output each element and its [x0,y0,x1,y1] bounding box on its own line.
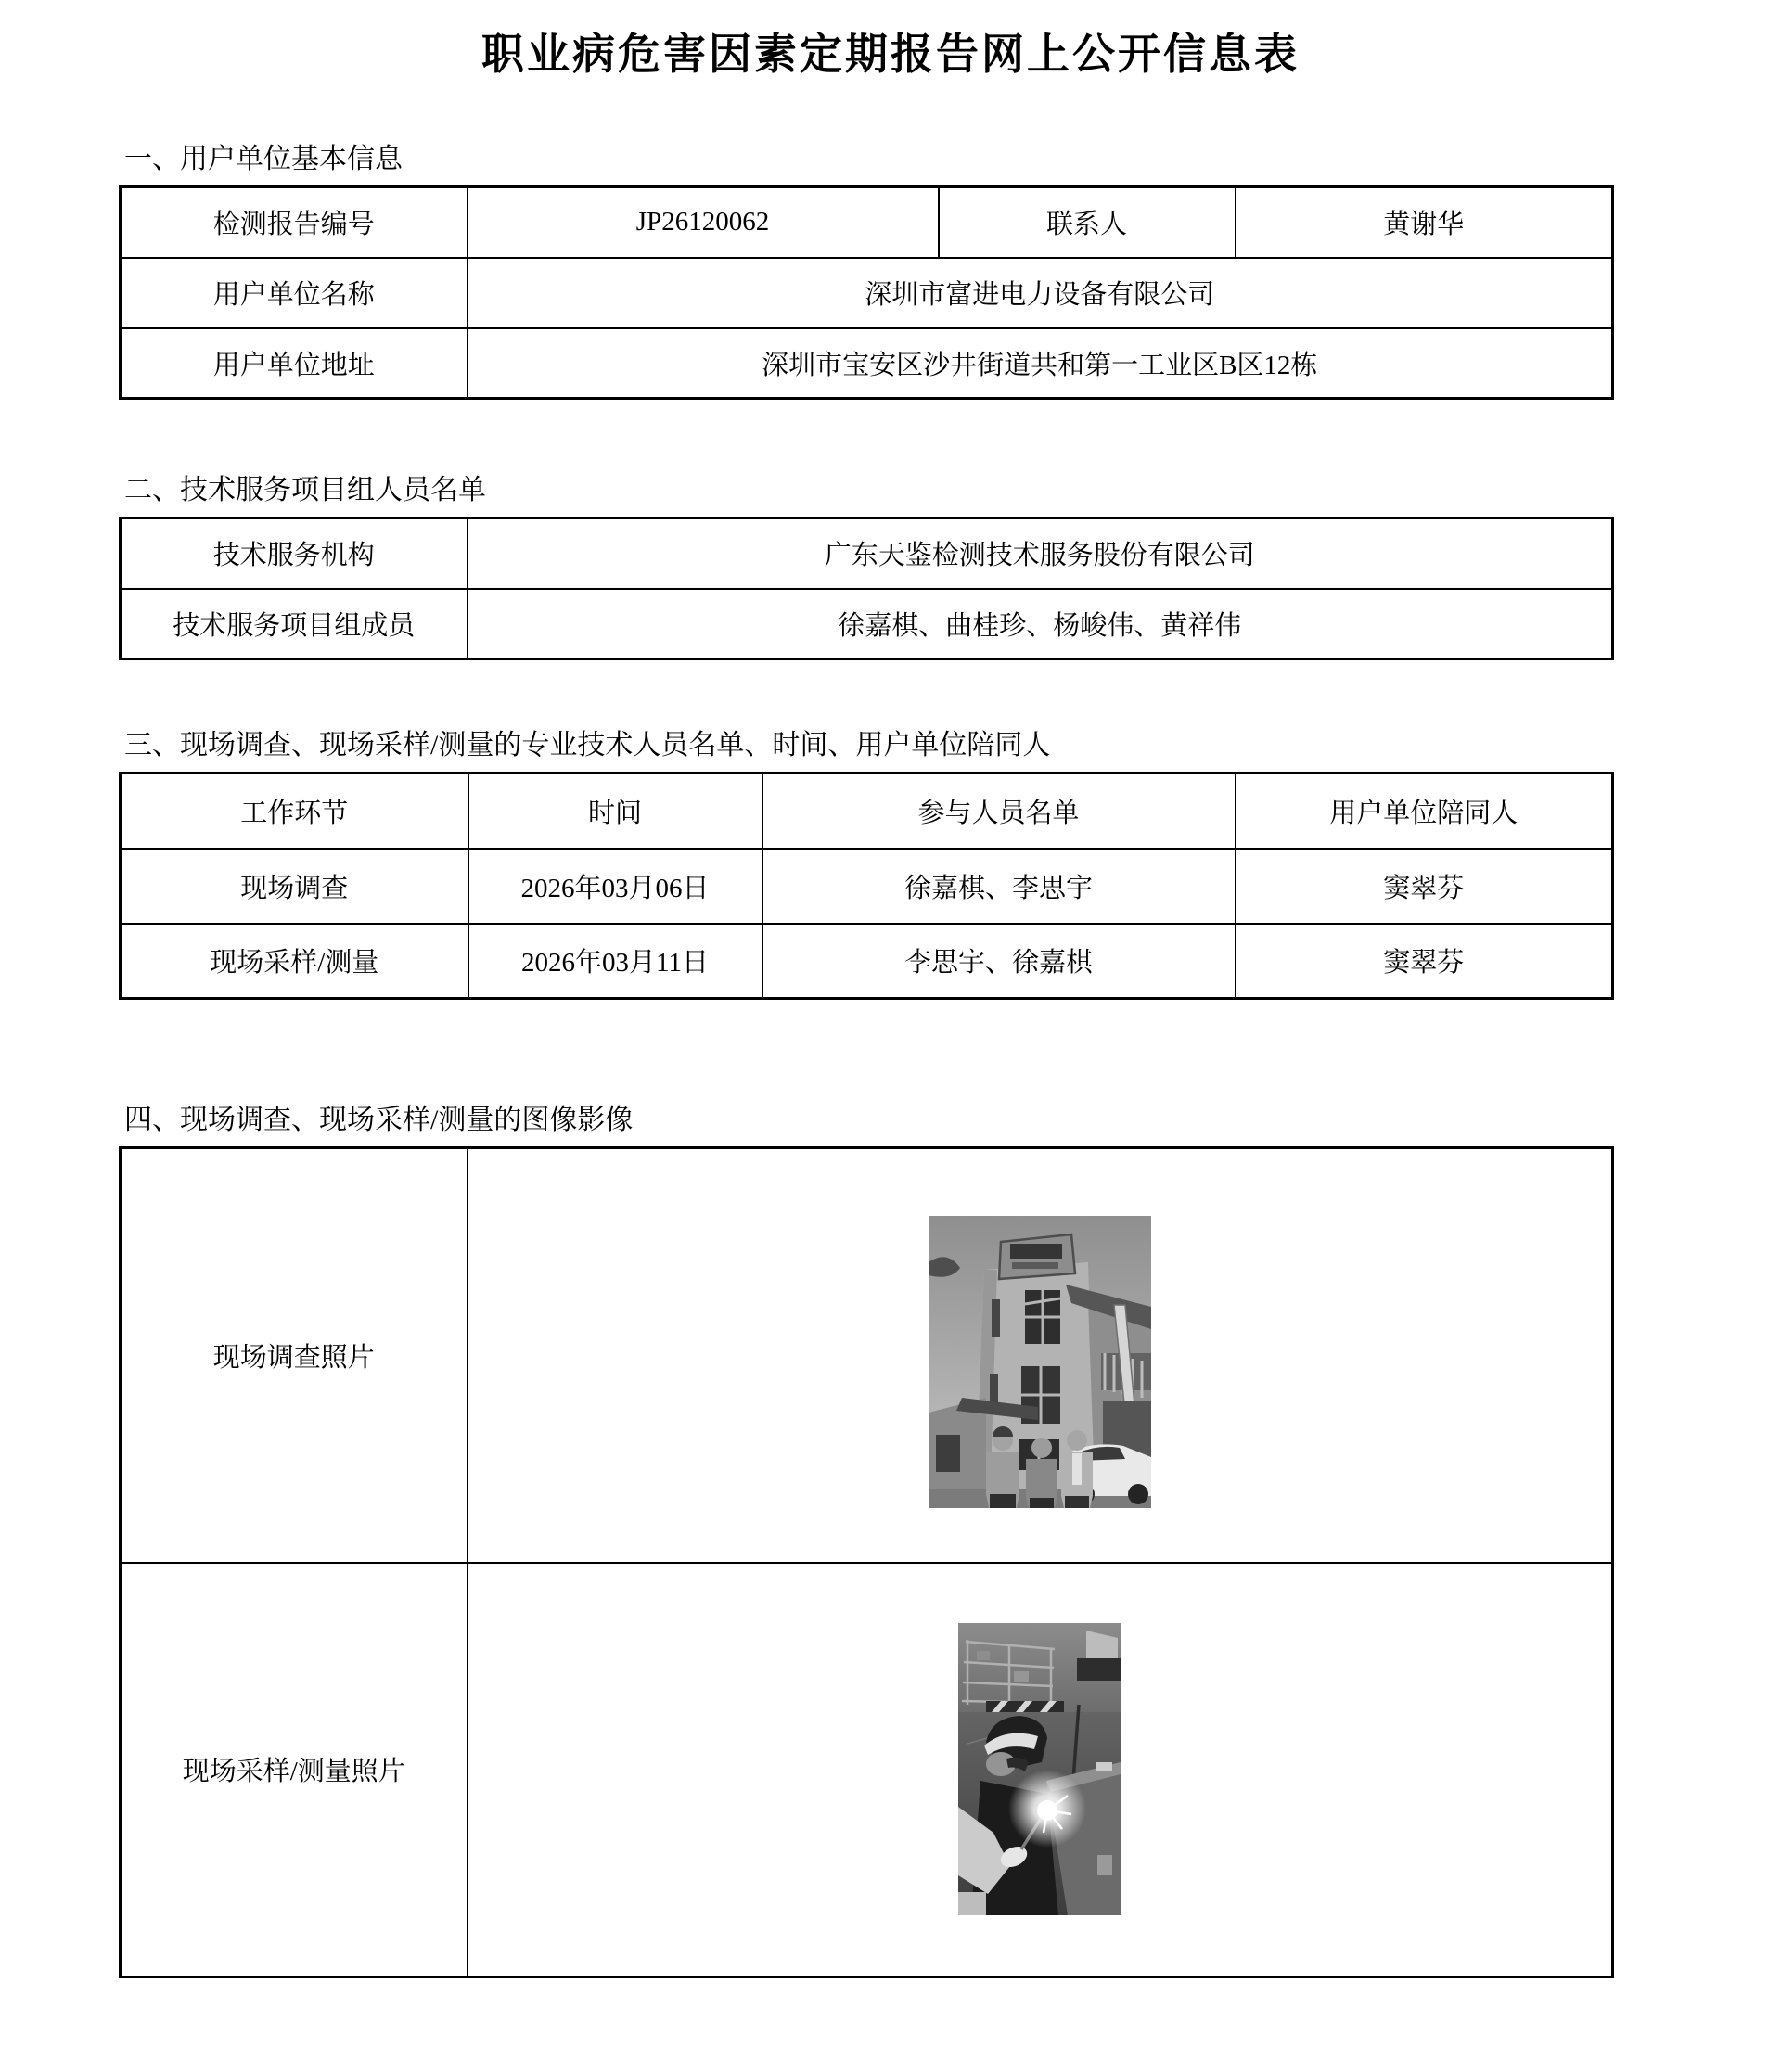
sampling-photo-cell [468,1563,1613,1977]
escort-value: 窦翠芬 [1236,849,1613,924]
col-header-escort: 用户单位陪同人 [1236,774,1613,849]
participants-value: 李思宇、徐嘉棋 [762,924,1236,999]
escort-value: 窦翠芬 [1236,924,1613,999]
sampling-photo-wrap [474,1623,1607,1915]
section2-heading: 二、技术服务项目组人员名单 [124,475,486,505]
step-value: 现场采样/测量 [121,924,468,999]
contact-label: 联系人 [939,187,1236,258]
page-title: 职业病危害因素定期报告网上公开信息表 [481,31,1300,78]
table-row [121,187,1613,258]
section3-heading: 三、现场调查、现场采样/测量的专业技术人员名单、时间、用户单位陪同人 [124,730,1051,761]
field-work-table [119,772,1614,1000]
table-row [121,1563,1613,1977]
section-service-team [119,474,1611,660]
col-header-step: 工作环节 [121,774,468,849]
table-row [121,924,1613,999]
table-row [121,518,1613,589]
survey-photo-label: 现场调查照片 [121,1148,468,1563]
table-row [121,258,1613,328]
site-survey-photo [929,1216,1151,1508]
agency-value: 广东天鉴检测技术服务股份有限公司 [468,518,1613,589]
unit-addr-value: 深圳市宝安区沙井街道共和第一工业区B区12栋 [468,328,1613,399]
date-value: 2026年03月06日 [468,849,762,924]
survey-photo-cell [468,1148,1613,1563]
col-header-participants: 参与人员名单 [762,774,1236,849]
report-no-value: JP26120062 [468,187,939,258]
participants-value: 徐嘉棋、李思宇 [762,849,1236,924]
section4-heading: 四、现场调查、现场采样/测量的图像影像 [124,1105,634,1135]
section-basic-info [119,143,1611,400]
photos-table [119,1146,1614,1978]
agency-label: 技术服务机构 [121,518,468,589]
col-header-date: 时间 [468,774,762,849]
members-value: 徐嘉棋、曲桂珍、杨峻伟、黄祥伟 [468,589,1613,659]
section1-heading: 一、用户单位基本信息 [124,144,403,174]
document-content [119,143,1611,1978]
table-row [121,849,1613,924]
survey-photo-wrap [474,1203,1607,1508]
service-team-table [119,517,1614,660]
unit-addr-label: 用户单位地址 [121,328,468,399]
contact-value: 黄谢华 [1236,187,1613,258]
table-row [121,328,1613,399]
table-row [121,1148,1613,1563]
step-value: 现场调查 [121,849,468,924]
report-no-label: 检测报告编号 [121,187,468,258]
unit-name-label: 用户单位名称 [121,258,468,328]
basic-info-table [119,185,1614,400]
sampling-measurement-photo [958,1623,1121,1915]
hazard-stripe [986,1701,1064,1712]
weld-arc [1008,1770,1086,1848]
unit-name-value: 深圳市富进电力设备有限公司 [468,258,1613,328]
date-value: 2026年03月11日 [468,924,762,999]
section-field-work [119,729,1611,1000]
sampling-photo-label: 现场采样/测量照片 [121,1563,468,1977]
section-photos [119,1104,1611,1978]
members-label: 技术服务项目组成员 [121,589,468,659]
table-row [121,589,1613,659]
people [986,1426,1093,1508]
table-header-row [121,774,1613,849]
